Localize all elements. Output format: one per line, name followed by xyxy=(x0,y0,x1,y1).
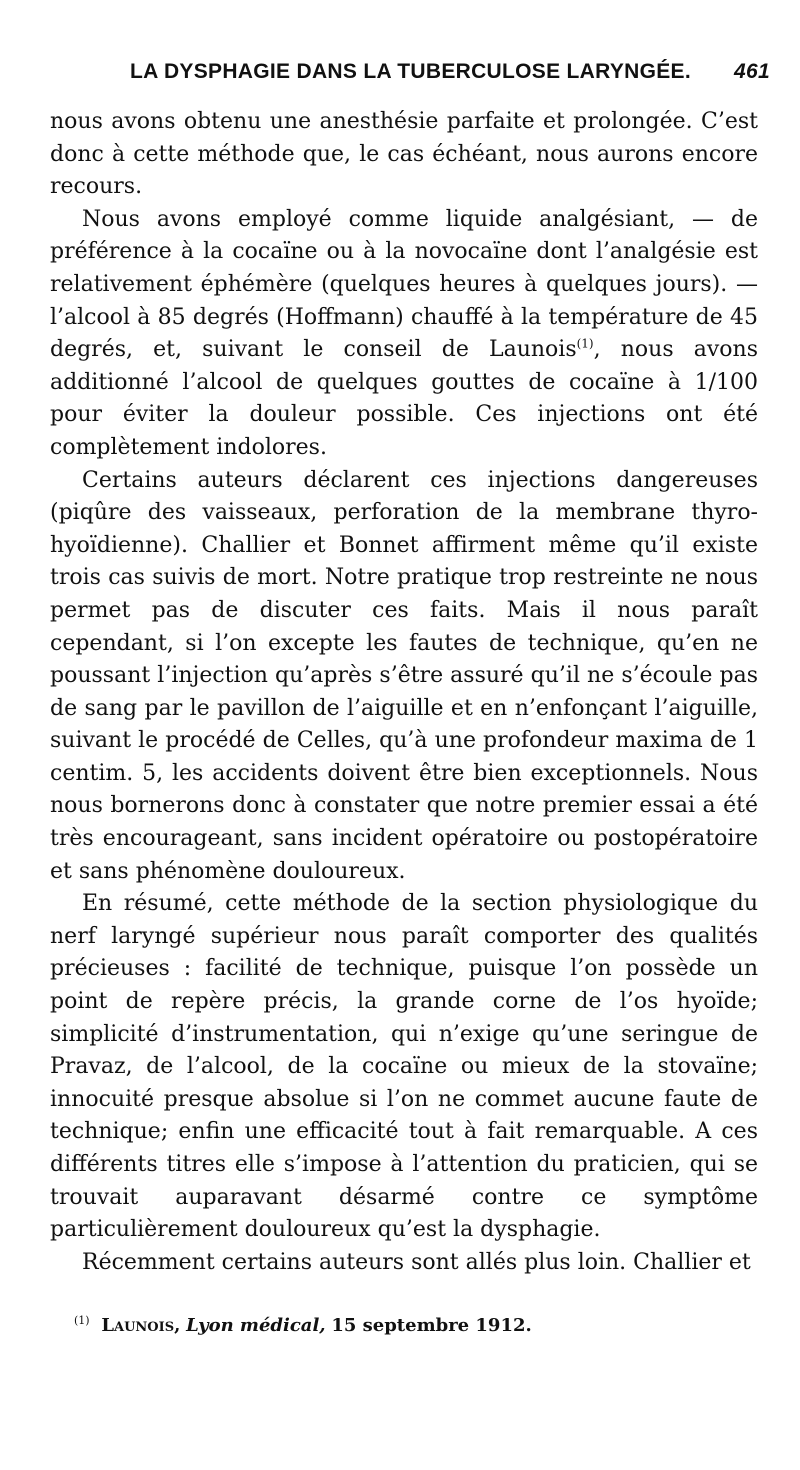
body-text xyxy=(50,106,758,1279)
footnote-date: 15 septembre 1912. xyxy=(331,1315,532,1336)
footnote-reference: (1) xyxy=(576,336,594,351)
running-title: LA DYSPHAGIE DANS LA TUBERCULOSE LARYNGÉE. xyxy=(130,60,691,83)
paragraph-analgesic xyxy=(50,204,758,465)
paragraph-summary: En résumé, cette méthode de la section physiologique du nerf laryngé supérieur nous paraît comporter des qualités précieuses : facilité de technique, puisque l’on possède un point de repère précis, la grande corne de l’os hyoïde; simplicité d’instrumentation, qui n’exige qu’une seringue de Pravaz, de l’alcool, de la cocaïne ou mieux de la stovaïne; innocuité presque absolue si l’on ne commet aucune faute de technique; enfin une efficacité tout à fait remarquable. A ces différents titres elle s’impose à l’attention du praticien, qui se trouvait auparavant désarmé contre ce symptôme particulièrement douloureux qu’est la dysphagie. xyxy=(50,891,758,1243)
paragraph-text: Nous avons employé comme liquide analgésiant, — de préférence à la cocaïne ou à la novocaïne dont l’analgésie est relativement éphémère (quelques heures à quelques jours). — l’alcool à 85 degrés (Hoffmann) chauffé à la température de 45 degrés, et, suivant le conseil de Launois xyxy=(50,206,758,363)
footnote-mark: (1) xyxy=(74,1314,90,1327)
footnote xyxy=(74,1314,754,1338)
paragraph-text: , nous avons additionné l’alcool de quelques gouttes de cocaïne à 1/100 pour éviter la douleur possible. Ces injections ont été complètement indolores. xyxy=(50,337,758,460)
paragraph-recent: Récemment certains auteurs sont allés plus loin. Challier et xyxy=(82,1249,751,1275)
paragraph-continuation: nous avons obtenu une anesthésie parfaite et prolongée. C’est donc à cette méthode que, le cas échéant, nous aurons encore recours. xyxy=(50,109,758,200)
footnote-journal: Lyon médical, xyxy=(186,1315,326,1336)
paragraph-dangers: Certains auteurs déclarent ces injections dangereuses (piqûre des vaisseaux, perforation de la membrane thyro-hyoïdienne). Challier et Bonnet affirment même qu’il existe trois cas suivis de mort. Notre pratique trop restreinte ne nous permet pas de discuter ces faits. Mais il nous paraît cependant, si l’on excepte les fautes de technique, qu’en ne poussant l’injection qu’après s’être assuré qu’il ne s’écoule pas de sang par le pavillon de l’aiguille et en n’enfonçant l’aiguille, suivant le procédé de Celles, qu’à une profondeur maxima de 1 centim. 5, les accidents doivent être bien exceptionnels. Nous nous bornerons donc à constater que notre premier essai a été très encourageant, sans incident opératoire ou postopératoire et sans phénomène douloureux. xyxy=(50,467,758,884)
running-head xyxy=(130,60,770,90)
footnote-author: Launois, xyxy=(101,1315,181,1336)
page-number: 461 xyxy=(734,60,770,83)
